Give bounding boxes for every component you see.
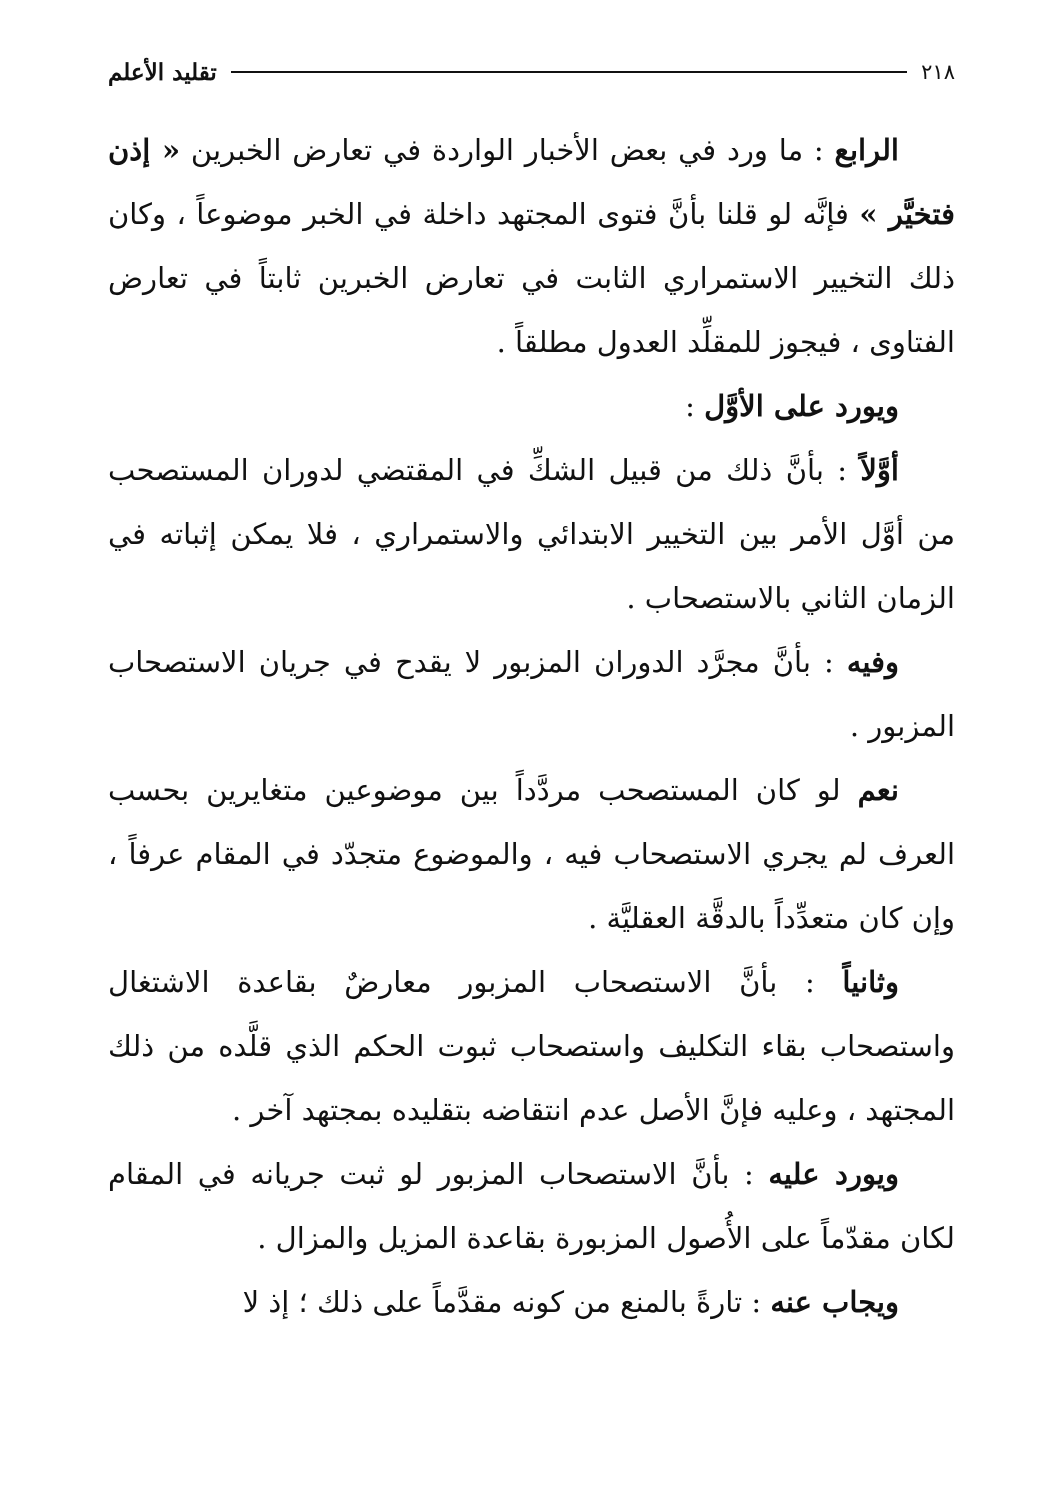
paragraph-lead: أوَّلاً — [860, 453, 899, 487]
paragraph-lead: ويورد عليه — [768, 1157, 900, 1191]
paragraph-text: فإنَّه لو قلنا بأنَّ فتوى المجتهد داخلة في الخبر موضوعاً ، وكان ذلك التخيير الاستمراري الثابت في تعارض الخبرين ثابتاً في تعارض الفتاوى ، فيجوز للمقلِّد العدول مطلقاً . — [108, 197, 955, 359]
paragraph-lead: ويجاب عنه — [770, 1285, 899, 1319]
paragraph-lead: « إذن فتخيَّر » — [108, 133, 955, 231]
paragraph-text: لو كان المستصحب مردَّداً بين موضوعين متغايرين بحسب العرف لم يجري الاستصحاب فيه ، والموضوع متجدّد في المقام عرفاً ، وإن كان متعدِّداً بالدقَّة العقليَّة . — [108, 773, 955, 935]
paragraph-text: : ما ورد في بعض الأخبار الواردة في تعارض الخبرين — [180, 133, 835, 167]
paragraph-4 — [108, 630, 955, 758]
paragraph-text: : — [685, 389, 705, 423]
paragraph-7 — [108, 1142, 955, 1270]
book-title: تقليد الأعلم — [108, 58, 217, 86]
paragraph-text: : تارةً بالمنع من كونه مقدَّماً على ذلك ؛ إذ لا — [242, 1285, 771, 1319]
paragraph-3 — [108, 438, 955, 630]
paragraph-text: : بأنَّ الاستصحاب المزبور لو ثبت جريانه في المقام لكان مقدّماً على الأُصول المزبورة بقاعدة المزيل والمزال . — [108, 1157, 955, 1255]
paragraph-text: : بأنَّ مجرَّد الدوران المزبور لا يقدح في جريان الاستصحاب المزبور . — [108, 645, 955, 743]
paragraph-5 — [108, 758, 955, 950]
paragraph-lead: وثانياً — [842, 965, 899, 999]
paragraph-lead: ويورد على الأوَّل — [704, 389, 899, 423]
paragraph-6 — [108, 950, 955, 1142]
paragraph-1 — [108, 118, 955, 374]
header-rule — [231, 71, 907, 73]
page-number: ٢١٨ — [921, 60, 955, 84]
paragraph-lead: وفيه — [846, 645, 899, 679]
page-header — [108, 52, 955, 92]
page-body — [108, 118, 955, 1334]
paragraph-2 — [108, 374, 955, 438]
paragraph-text: : بأنَّ الاستصحاب المزبور معارضٌ بقاعدة الاشتغال واستصحاب بقاء التكليف واستصحاب ثبوت الحكم الذي قلَّده من ذلك المجتهد ، وعليه فإنَّ الأصل عدم انتقاضه بتقليده بمجتهد آخر . — [108, 965, 955, 1127]
paragraph-lead: نعم — [857, 773, 899, 807]
paragraph-8 — [108, 1270, 955, 1334]
paragraph-lead: الرابع — [834, 133, 899, 167]
paragraph-text: : بأنَّ ذلك من قبيل الشكِّ في المقتضي لدوران المستصحب من أوَّل الأمر بين التخيير الابتدائي والاستمراري ، فلا يمكن إثباته في الزمان الثاني بالاستصحاب . — [108, 453, 955, 615]
